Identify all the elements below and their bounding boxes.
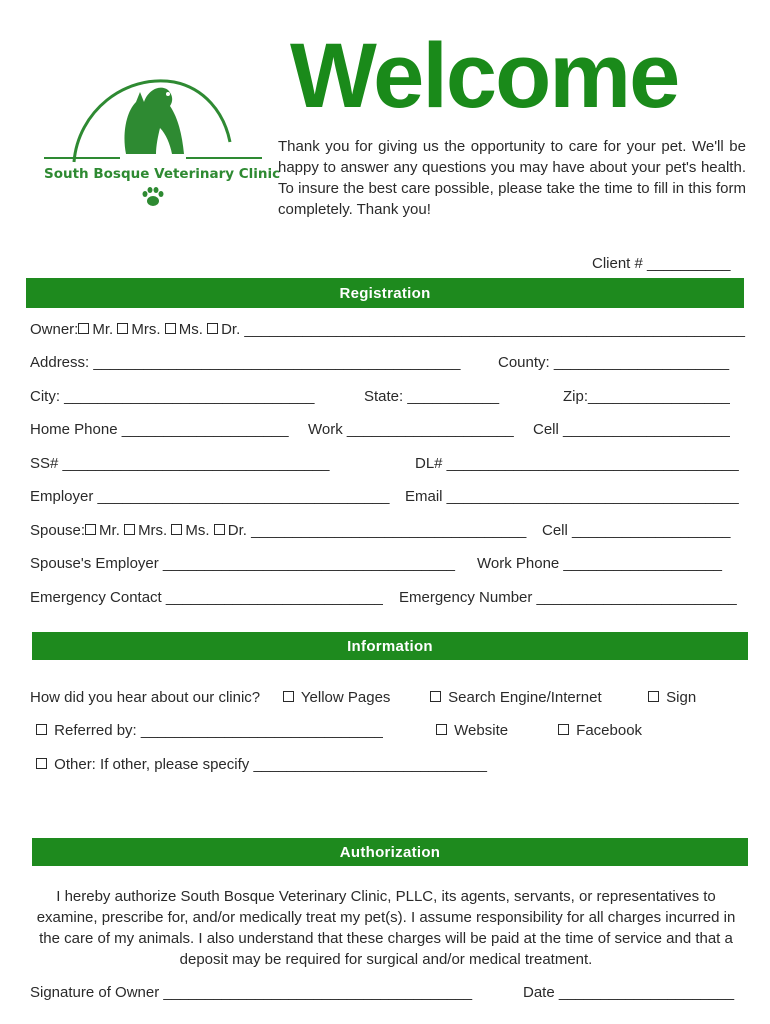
checkbox-icon[interactable] bbox=[117, 323, 128, 334]
referred-option[interactable] bbox=[36, 722, 383, 739]
search-engine-label: Search Engine/Internet bbox=[448, 689, 602, 706]
spouse-cell-field[interactable]: Cell ___________________ bbox=[542, 522, 731, 539]
client-number-field[interactable]: Client # __________ bbox=[592, 255, 731, 272]
facebook-option[interactable] bbox=[558, 722, 642, 739]
signature-field[interactable]: Signature of Owner _____________________________________ bbox=[30, 984, 473, 1001]
spouse-ms: Ms. bbox=[185, 522, 210, 539]
checkbox-icon[interactable] bbox=[171, 524, 182, 535]
information-heading: Information bbox=[32, 632, 748, 660]
emergency-contact-field[interactable]: Emergency Contact __________________________ bbox=[30, 589, 383, 606]
paw-print-icon bbox=[141, 186, 165, 208]
spouse-employer-field[interactable]: Spouse's Employer ___________________________________ bbox=[30, 555, 455, 572]
search-engine-option[interactable] bbox=[430, 689, 602, 706]
city-field[interactable]: City: ______________________________ bbox=[30, 388, 315, 405]
employer-field[interactable]: Employer ___________________________________ bbox=[30, 488, 390, 505]
sign-option[interactable] bbox=[648, 689, 696, 706]
checkbox-icon[interactable] bbox=[436, 724, 447, 735]
facebook-label: Facebook bbox=[576, 722, 643, 739]
checkbox-icon[interactable] bbox=[558, 724, 569, 735]
checkbox-icon[interactable] bbox=[165, 323, 176, 334]
clinic-name: South Bosque Veterinary Clinic bbox=[44, 166, 281, 182]
checkbox-icon[interactable] bbox=[283, 691, 294, 702]
home-phone-field[interactable]: Home Phone ____________________ bbox=[30, 421, 289, 438]
cell-field[interactable]: Cell ____________________ bbox=[533, 421, 730, 438]
referral-question: How did you hear about our clinic? bbox=[30, 689, 261, 706]
checkbox-icon[interactable] bbox=[214, 524, 225, 535]
owner-dr: Dr. bbox=[221, 321, 241, 338]
work-field[interactable]: Work ____________________ bbox=[308, 421, 514, 438]
other-option[interactable] bbox=[36, 756, 487, 773]
owner-name-field[interactable]: ____________________________________________________________ bbox=[240, 321, 745, 338]
emergency-number-field[interactable]: Emergency Number ________________________ bbox=[399, 589, 737, 606]
checkbox-icon[interactable] bbox=[207, 323, 218, 334]
website-label: Website bbox=[454, 722, 509, 739]
intro-text: Thank you for giving us the opportunity to care for your pet. We'll be happy to answer any questions you may have about your pet's health. To insure the best care possible, please take the time to fill in this form completely. Thank you! bbox=[278, 138, 746, 218]
registration-heading: Registration bbox=[26, 278, 744, 308]
spouse-name-field[interactable]: _________________________________ bbox=[246, 522, 527, 539]
sign-label: Sign bbox=[666, 689, 697, 706]
owner-mrs: Mrs. bbox=[131, 321, 161, 338]
ss-field[interactable]: SS# ________________________________ bbox=[30, 455, 330, 472]
page-title: Welcome bbox=[290, 25, 679, 127]
address-field[interactable]: Address: ____________________________________________ bbox=[30, 354, 461, 371]
date-field[interactable]: Date _____________________ bbox=[523, 984, 735, 1001]
referred-field[interactable]: Referred by: _____________________________ bbox=[54, 722, 383, 739]
yellow-pages-label: Yellow Pages bbox=[300, 689, 391, 706]
owner-label: Owner: bbox=[30, 321, 79, 338]
clinic-logo bbox=[44, 72, 281, 212]
county-field[interactable]: County: _____________________ bbox=[498, 354, 730, 371]
checkbox-icon[interactable] bbox=[36, 724, 47, 735]
checkbox-icon[interactable] bbox=[430, 691, 441, 702]
checkbox-icon[interactable] bbox=[124, 524, 135, 535]
checkbox-icon[interactable] bbox=[85, 524, 96, 535]
authorization-heading: Authorization bbox=[32, 838, 748, 866]
owner-ms: Ms. bbox=[178, 321, 203, 338]
checkbox-icon[interactable] bbox=[36, 758, 47, 769]
dl-field[interactable]: DL# ___________________________________ bbox=[415, 455, 739, 472]
authorization-text: I hereby authorize South Bosque Veterinary Clinic, PLLC, its agents, servants, or representatives to examine, prescribe for, and/or medically treat my pet(s). I assume responsibility for all charges incurred in the care of my animals. I also understand that these charges will be paid at the time of service and that a deposit may be required for surgical and/or medical treatment. bbox=[36, 888, 736, 968]
spouse-mr: Mr. bbox=[99, 522, 120, 539]
owner-mr: Mr. bbox=[92, 321, 114, 338]
spouse-row bbox=[30, 522, 526, 539]
website-option[interactable] bbox=[436, 722, 508, 739]
zip-field[interactable]: Zip:_________________ bbox=[563, 388, 730, 405]
email-field[interactable]: Email ___________________________________ bbox=[405, 488, 739, 505]
yellow-pages-option[interactable] bbox=[283, 689, 390, 706]
checkbox-icon[interactable] bbox=[648, 691, 659, 702]
work-phone-field[interactable]: Work Phone ___________________ bbox=[477, 555, 722, 572]
spouse-label: Spouse: bbox=[30, 522, 86, 539]
spouse-mrs: Mrs. bbox=[138, 522, 168, 539]
spouse-dr: Dr. bbox=[227, 522, 247, 539]
other-field[interactable]: Other: If other, please specify ____________________________ bbox=[54, 756, 488, 773]
state-field[interactable]: State: ___________ bbox=[364, 388, 500, 405]
checkbox-icon[interactable] bbox=[78, 323, 89, 334]
owner-row bbox=[30, 321, 745, 338]
